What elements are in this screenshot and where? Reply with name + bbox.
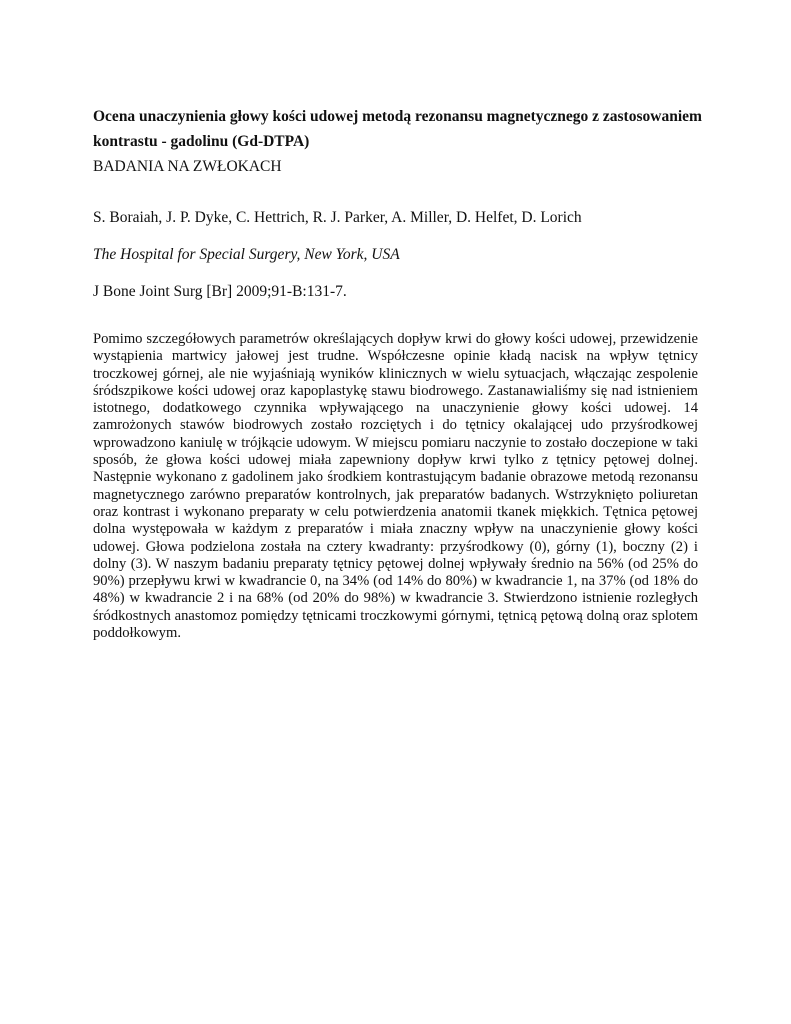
abstract-paragraph: Pomimo szczegółowych parametrów określających dopływ krwi do głowy kości udowej, przewidzenie wystąpienia martwicy jałowej jest trudne. Współczesne opinie kładą nacisk na wpływ tętnicy troczkowej górnej, ale nie wyjaśniają wyników klinicznych w wielu sytuacjach, włączając zespolenie śródszpikowe kości udowej oraz kapoplastykę stawu biodrowego. Zastanawialiśmy się nad istnieniem istotnego, dodatkowego czynnika wpływającego na unaczynienie głowy kości udowej. 14 zamrożonych stawów biodrowych zostało rozciętych i do tętnicy okalającej udo przyśrodkowej wprowadzono kaniulę w trójkącie udowym. W miejscu pomiaru naczynie to zostało doczepione w taki sposób, że głowa kości udowej miała zapewniony dopływ krwi tylko z tętnicy pętowej dolnej. Następnie wykonano z gadolinem jako środkiem kontrastującym badanie obrazowe metodą rezonansu magnetycznego zarówno preparatów kontrolnych, jak preparatów badanych. Wstrzyknięto poliuretan oraz kontrast i wykonano preparaty w celu potwierdzenia anatomii tkanek miękkich. Tętnica pętowej dolna występowała w każdym z preparatów i miała znaczny wpływ na unaczynienie głowy kości udowej. Głowa podzielona została na cztery kwadranty: przyśrodkowy (0), górny (1), boczny (2) i dolny (3). W naszym badaniu preparaty tętnicy pętowej dolnej wpływały średnio na 56% (od 25% do 90%) przepływu krwi w kwadrancie 0, na 34% (od 14% do 80%) w kwadrancie 1, na 37% (od 18% do 48%) w kwadrancie 2 i na 68% (od 20% do 98%) w kwadrancie 3. Stwierdzono istnienie rozległych śródkostnych anastomoz pomiędzy tętnicami troczkowymi górnymi, tętnicą pętową dolną oraz splotem poddołkowym. — [93, 331, 698, 642]
author-list: S. Boraiah, J. P. Dyke, C. Hettrich, R. J. Parker, A. Miller, D. Helfet, D. Lorich — [93, 209, 582, 226]
author-affiliation: The Hospital for Special Surgery, New York, USA — [93, 246, 400, 263]
document-subtitle: BADANIA NA ZWŁOKACH — [93, 158, 282, 175]
document-title: Ocena unaczynienia głowy kości udowej metodą rezonansu magnetycznego z zastosowaniem kontrastu - gadolinu (Gd-DTPA) — [93, 108, 702, 150]
journal-citation: J Bone Joint Surg [Br] 2009;91-B:131-7. — [93, 283, 347, 300]
